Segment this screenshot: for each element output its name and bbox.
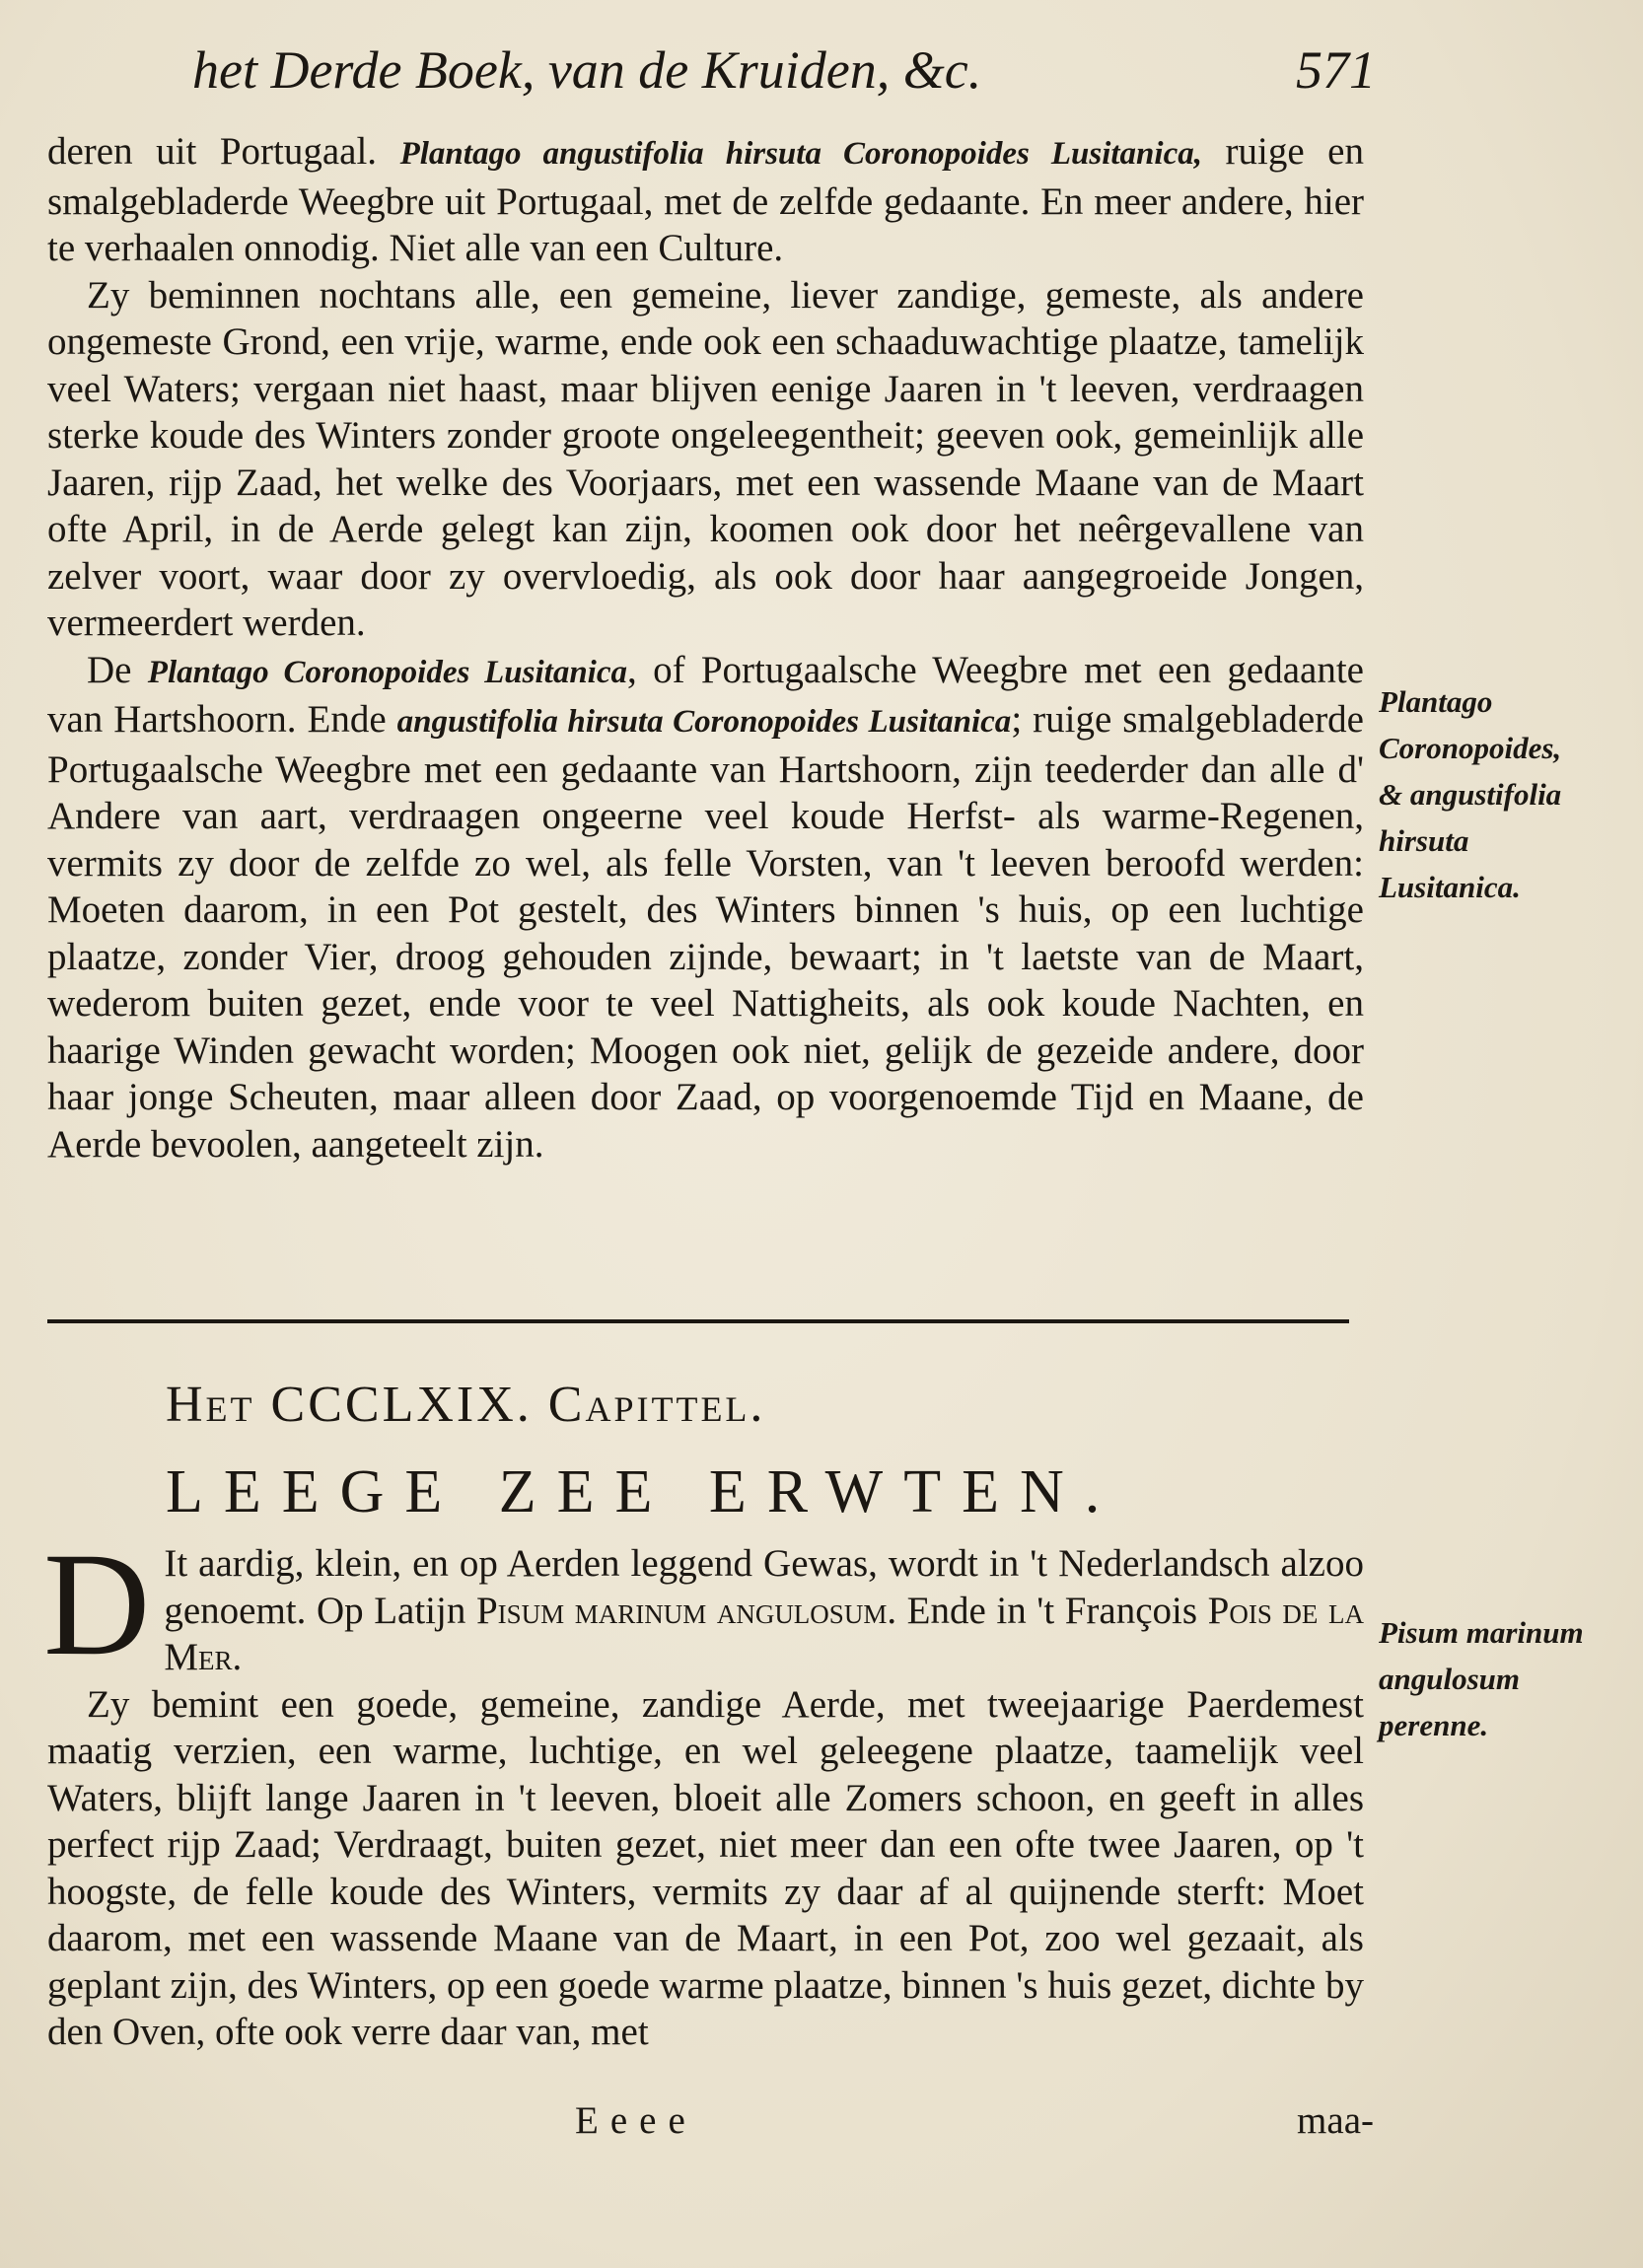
- main-text-section1: [47, 128, 1364, 1168]
- running-title: het Derde Boek, van de Kruiden, &c.: [192, 40, 982, 100]
- latin-plant-name: Pisum marinum angulosum: [475, 1589, 888, 1632]
- chapter-paragraph-1-text-b: . Ende in 't François: [887, 1589, 1208, 1632]
- paragraph-1-text-b: ruige en smalgebladerde Weegbre uit Portugaal, met de zelfde gedaante. En meer andere, hier te verhaalen onnodig. Niet alle van een Culture.: [47, 130, 1364, 269]
- page-footer: [47, 2098, 1374, 2148]
- paragraph-1: [47, 128, 1364, 272]
- margin-note-1: Plantago Coronopoides, & angustifolia hirsuta Lusitanica.: [1379, 684, 1562, 904]
- latin-name-3: angustifolia hirsuta Coronopoides Lusitanica: [396, 704, 1012, 740]
- paragraph-3: [47, 647, 1364, 1169]
- chapter-paragraph-1-text-a: It aardig, klein, en op Aerden leggend Gewas, wordt in 't Nederlandsch alzoo genoemt. Op Latijn: [164, 1542, 1364, 1632]
- paragraph-3-text-b: , of Portugaalsche Weegbre met een gedaante van Hartshoorn. Ende: [47, 648, 1364, 741]
- main-text-section2: [43, 1523, 1364, 2056]
- chapter-heading: Het CCCLXIX. Capittel.: [166, 1377, 766, 1433]
- drop-cap: D: [43, 1523, 151, 1686]
- paragraph-3-text-c: ; ruige smalgebladerde Portugaalsche Weegbre met een gedaante van Hartshoorn, zijn teederder dan alle d' Andere van aart, verdraagen ongeerne veel koude Herfst- als warme-Regenen, vermits zy door de zelfde zo wel, als felle Vorsten, van 't leeven beroofd werden: Moeten daarom, in een Pot gestelt, des Winters binnen 's huis, op een luchtige plaatze, zonder Vier, droog gehouden zijnde, bewaart; in 't laetste van de Maart, wederom buiten gezet, ende voor te veel Nattigheits, als ook koude Nachten, en haarige Winden gewacht worden; Moogen ook niet, gelijk de gezeide andere, door haar jonge Scheuten, maar alleen door Zaad, op voorgenoemde Tijd en Maane, de Aerde bevoolen, aangeteelt zijn.: [47, 698, 1364, 1166]
- chapter-title: LEEGE ZEE ERWTEN.: [166, 1458, 1121, 1525]
- margin-note-2: Pisum marinum angulosum perenne.: [1379, 1615, 1584, 1742]
- catchword: maa-: [1297, 2099, 1374, 2142]
- section-divider: [47, 1319, 1349, 1323]
- latin-name-1: Plantago angustifolia hirsuta Coronopoides Lusitanica,: [399, 136, 1202, 172]
- page-number: 571: [1296, 40, 1376, 100]
- running-header: [192, 39, 1376, 108]
- paragraph-3-text-a: De: [87, 648, 148, 691]
- latin-name-2: Plantago Coronopoides Lusitanica: [147, 654, 627, 690]
- chapter-paragraph-1-text-c: .: [232, 1636, 243, 1678]
- paragraph-1-text-a: deren uit Portugaal.: [47, 130, 400, 173]
- paragraph-2: Zy beminnen nochtans alle, een gemeine, liever zandige, gemeste, als andere ongemeste Grond, een vrije, warme, ende ook een schaaduwachtige plaatze, tamelijk veel Waters; vergaan niet haast, maar blijven eenige Jaaren in 't leeven, verdraagen sterke koude des Winters zonder groote ongeleegentheit; geeven ook, gemeinlijk alle Jaaren, rijp Zaad, het welke des Voorjaars, met een wassende Maane van de Maart ofte April, in de Aerde gelegt kan zijn, koomen ook door het neêrgevallene van zelver voort, waar door zy overvloedig, als ook door haar aangegroeide Jongen, vermeerdert werden.: [47, 273, 1364, 644]
- chapter-paragraph-2: Zy bemint een goede, gemeine, zandige Aerde, met tweejaarige Paerdemest maatig verzien, een warme, luchtige, en wel geleegene plaatze, taamelijk veel Waters, blijft lange Jaaren in 't leeven, bloeit alle Zomers schoon, en geeft in alles perfect rijp Zaad; Verdraagt, buiten gezet, niet meer dan een ofte twee Jaaren, op 't hoogste, de felle koude des Winters, vermits zy daar af al quijnende sterft: Moet daarom, met een wassende Maane van de Maart, in een Pot, zoo wel gezaait, als geplant zijn, des Winters, op een goede warme plaatze, binnen 's huis gezet, dichte by den Oven, ofte ook verre daar van, met: [47, 1682, 1364, 2053]
- chapter-paragraph-1: [43, 1523, 1364, 1686]
- signature-mark: Eeee: [575, 2099, 697, 2142]
- french-plant-name: Pois de la Mer: [164, 1589, 1364, 1678]
